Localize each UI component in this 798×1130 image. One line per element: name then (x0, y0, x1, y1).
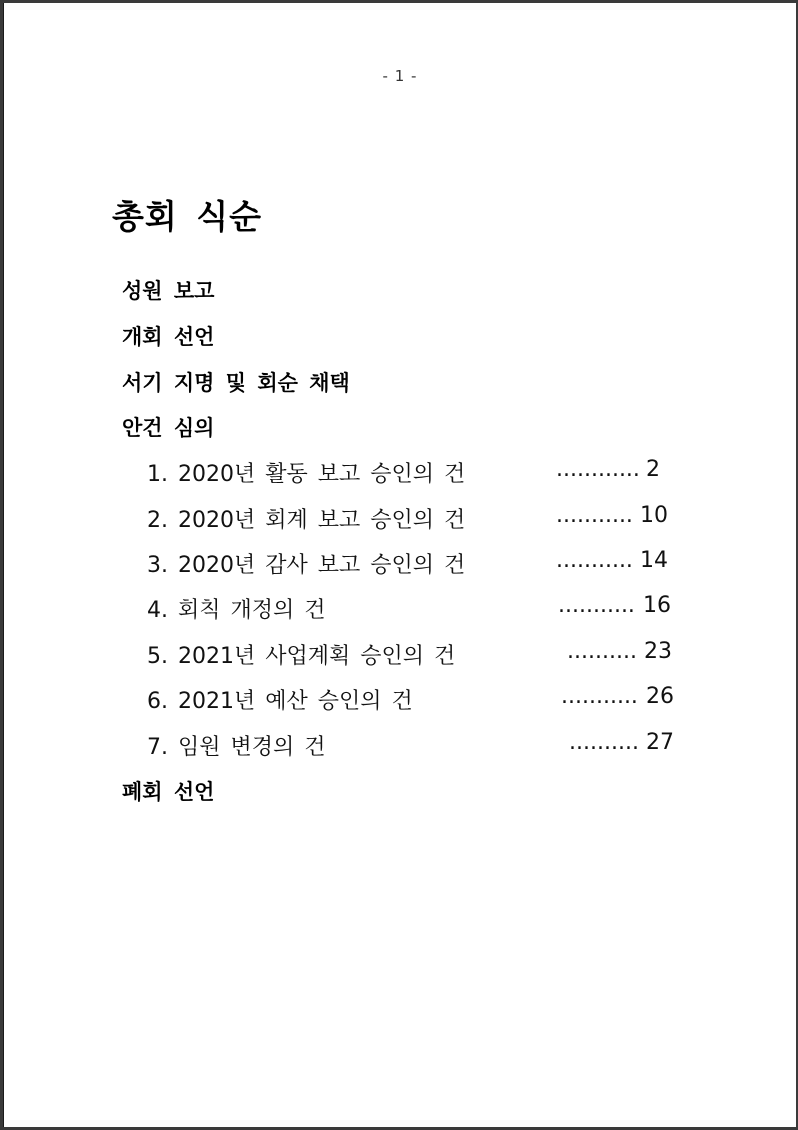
agenda-item (147, 457, 707, 487)
section-secretary: 서기 지명 및 회순 채택 (122, 371, 350, 395)
page-number: - 1 - (382, 67, 418, 85)
dot-leader: .......... (569, 730, 639, 755)
section-closing: 폐회 선언 (122, 780, 215, 804)
agenda-item (147, 684, 707, 714)
dot-leader: ........... (561, 684, 638, 709)
agenda-item (147, 639, 707, 669)
agenda-page-number: 26 (646, 684, 674, 709)
agenda-page-number: 23 (644, 639, 672, 664)
agenda-item (147, 730, 707, 760)
document-page (3, 3, 796, 1127)
dot-leader: ........... (556, 548, 633, 573)
agenda-page-number: 2 (646, 457, 660, 482)
section-agenda-heading: 안건 심의 (122, 416, 215, 440)
agenda-page-number: 14 (640, 548, 668, 573)
agenda-page-number: 10 (640, 503, 668, 528)
agenda-item (147, 503, 707, 533)
agenda-item-label: 2. 2020년 회계 보고 승인의 건 (147, 508, 466, 533)
agenda-item-label: 7. 임원 변경의 건 (147, 735, 326, 760)
agenda-item-label: 6. 2021년 예산 승인의 건 (147, 689, 413, 714)
dot-leader: .......... (567, 639, 637, 664)
section-opening: 개회 선언 (122, 325, 215, 349)
agenda-page-number: 27 (646, 730, 674, 755)
page-title: 총회 식순 (112, 197, 263, 236)
dot-leader: ............ (556, 457, 640, 482)
agenda-item (147, 548, 707, 578)
dot-leader: ........... (556, 503, 633, 528)
agenda-item-label: 3. 2020년 감사 보고 승인의 건 (147, 553, 466, 578)
agenda-item-label: 5. 2021년 사업계획 승인의 건 (147, 644, 456, 669)
agenda-item (147, 593, 707, 623)
dot-leader: ........... (558, 593, 635, 618)
agenda-page-number: 16 (643, 593, 671, 618)
agenda-item-label: 4. 회칙 개정의 건 (147, 598, 326, 623)
section-roll-call: 성원 보고 (122, 279, 215, 303)
agenda-item-label: 1. 2020년 활동 보고 승인의 건 (147, 462, 466, 487)
